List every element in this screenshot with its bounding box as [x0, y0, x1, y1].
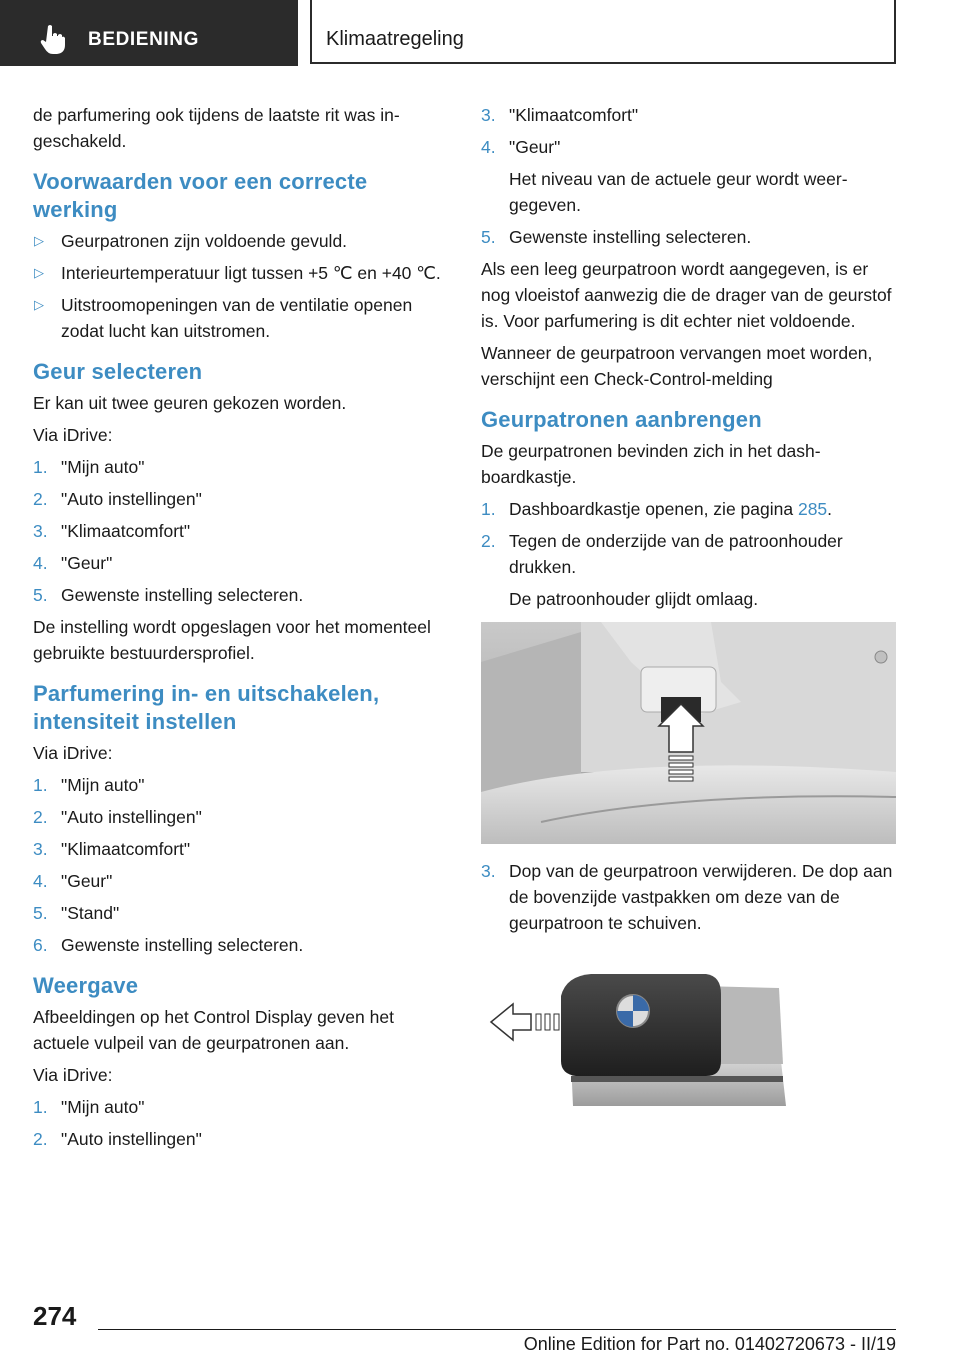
display-text: Afbeeldingen op het Control Display geven het actuele vulpeil van de geurpatronen aan. — [33, 1007, 394, 1053]
list-item: 1. "Mijn auto" — [33, 775, 145, 795]
list-item: 3. "Klimaatcomfort" — [481, 105, 639, 125]
list-item: 2. Tegen de onderzijde van de patroonhouder drukken. De patroonhouder glijdt omlaag. — [481, 531, 843, 609]
install-intro: De geurpatronen bevinden zich in het dashboardkastje. — [481, 441, 821, 487]
scent-cartridge-illustration — [481, 966, 896, 1176]
steps-toggle — [33, 772, 451, 958]
triangle-bullet-icon: ▷ — [34, 265, 44, 280]
via-idrive: Via iDrive: — [33, 1065, 113, 1085]
page-number: 274 — [33, 1301, 77, 1331]
steps-select — [33, 454, 451, 608]
left-column — [33, 102, 451, 1158]
heading-toggle: Parfumering in- en uitschakelen, intensiteit instellen — [33, 681, 380, 734]
list-item: 2. "Auto instellingen" — [33, 489, 202, 509]
list-item: ▷ Uitstroomopeningen van de ventilatie openen zodat lucht kan uitstromen. — [33, 292, 451, 344]
right-column — [481, 102, 896, 1190]
page-link[interactable]: 285 — [797, 499, 828, 519]
hand-pointer-icon — [40, 24, 66, 54]
steps-install — [481, 496, 896, 612]
heading-display: Weergave — [33, 973, 139, 998]
heading-select-scent: Geur selecteren — [33, 359, 203, 384]
list-item: 2. "Auto instellingen" — [33, 807, 202, 827]
steps-install-cont — [481, 858, 896, 936]
section-tab — [0, 0, 298, 66]
list-item: 5. Gewenste instelling selecteren. — [33, 585, 304, 605]
steps-display — [33, 1094, 451, 1152]
list-item: 5. "Stand" — [33, 903, 120, 923]
list-item: 4. "Geur" — [33, 871, 113, 891]
empty-cartridge-note: Als een leeg geurpatroon wordt aangegeven, is er nog vloeistof aanwezig die de drager van de geurstof is. Voor parfumering is dit echter niet voldoende. — [481, 259, 892, 331]
section-title: BEDIENING — [88, 29, 199, 50]
list-item: ▷ Interieurtemperatuur ligt tussen +5 ℃ en +40 ℃. — [33, 260, 451, 286]
select-intro: Er kan uit twee geuren gekozen worden. — [33, 393, 347, 413]
list-item: 3. "Klimaatcomfort" — [33, 839, 191, 859]
list-item: 4. "Geur" — [33, 553, 113, 573]
edition-info: Online Edition for Part no. 01402720673 - II/19 — [523, 1334, 896, 1354]
footer-divider — [98, 1329, 896, 1330]
chapter-tab — [310, 0, 896, 64]
list-item: 1. "Mijn auto" — [33, 1097, 145, 1117]
chapter-title: Klimaatregeling — [326, 28, 464, 50]
via-idrive: Via iDrive: — [33, 743, 113, 763]
list-item: 3. Dop van de geurpatroon verwijderen. De dop aan de bovenzijde vastpakken om deze van de geurpatroon te schuiven. — [481, 861, 893, 933]
after-select-text: De instelling wordt opgeslagen voor het momenteel gebruikte bestuurdersprofiel. — [33, 617, 431, 663]
list-item: 2. "Auto instellingen" — [33, 1129, 202, 1149]
triangle-bullet-icon: ▷ — [34, 233, 44, 248]
heading-install: Geurpatronen aanbrengen — [481, 407, 762, 432]
list-item: 1. "Mijn auto" — [33, 457, 145, 477]
list-item: 1. Dashboardkastje openen, zie pagina 285. — [481, 499, 833, 519]
via-idrive: Via iDrive: — [33, 425, 113, 445]
glovebox-holder-illustration — [481, 622, 896, 844]
replace-note: Wanneer de geurpatroon vervangen moet worden, verschijnt een Check-Control-melding — [481, 343, 873, 389]
heading-conditions: Voorwaarden voor een correcte werking — [33, 169, 368, 222]
list-item: 6. Gewenste instelling selecteren. — [33, 935, 304, 955]
list-item: 3. "Klimaatcomfort" — [33, 521, 191, 541]
intro-text: de parfumering ook tijdens de laatste rit was ingeschakeld. — [33, 105, 400, 151]
conditions-list — [33, 228, 451, 344]
triangle-bullet-icon: ▷ — [34, 297, 44, 312]
steps-display-cont — [481, 102, 896, 250]
list-item: 4. "Geur" Het niveau van de actuele geur wordt weergegeven. — [481, 137, 848, 215]
list-item: 5. Gewenste instelling selecteren. — [481, 227, 752, 247]
list-item: ▷ Geurpatronen zijn voldoende gevuld. — [33, 228, 451, 254]
